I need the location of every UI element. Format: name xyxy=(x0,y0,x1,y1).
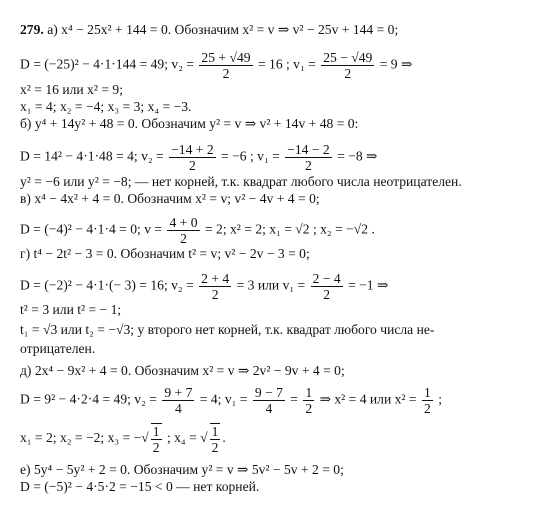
line-f-equation: е) 5y⁴ − 5y² + 2 = 0. Обозначим y² = v ⇒ 5v² − 5v + 2 = 0; xyxy=(20,462,344,477)
line-d-substitution: t² = 3 или t² = − 1; xyxy=(20,302,122,317)
fraction: $\frac{-14 + 2}{2}$ xyxy=(171,142,214,173)
fraction: $\frac{2 - 4}{2}$ xyxy=(312,271,341,302)
fraction: $\frac{9 + 7}{4}$ xyxy=(164,385,193,416)
line-a-roots: x₁ = 4; x₂ = −4; x₃ = 3; x₄ = −3. xyxy=(20,99,192,114)
line-b-conclusion: y² = −6 или y² = −8; — нет корней, т.к. квадрат любого числа неотрицателен. xyxy=(20,174,462,189)
line-f-discriminant: D = (−5)² − 4·5·2 = −15 < 0 — нет корней. xyxy=(20,479,260,494)
line-d-conclusion: отрицателен. xyxy=(20,341,96,356)
fraction: $\frac{9 - 7}{4}$ xyxy=(254,385,283,416)
line-d-equation: г) t⁴ − 2t² − 3 = 0. Обозначим t² = v; v² − 2v − 3 = 0; xyxy=(20,246,310,261)
fraction: $\frac{4 + 0}{2}$ xyxy=(169,215,198,246)
line-e-discriminant: D = 9² − 4·2·4 = 49; v₂ = $\frac{9 + 7}{4}$ = 4; v₁ = $\frac{9 - 7}{4}$ = $\frac{1}{2}$ ⇒ x² = 4 или x² = $\frac{1}{2}$ ; xyxy=(20,385,442,416)
problem-number: 279. xyxy=(20,22,44,37)
line-b-equation: б) y⁴ + 14y² + 48 = 0. Обозначим y² = v ⇒ v² + 14v + 48 = 0: xyxy=(20,116,359,131)
fraction: $\frac{2 + 4}{2}$ xyxy=(201,271,230,302)
line-a-substitution: x² = 16 или x² = 9; xyxy=(20,82,123,97)
line-c-discriminant: D = (−4)² − 4·1·4 = 0; v = $\frac{4 + 0}{2}$ = 2; x² = 2; x₁ = √2 ; x₂ = −√2 . xyxy=(20,215,375,246)
line-b-discriminant: D = 14² − 4·1·48 = 4; v₂ = $\frac{-14 + 2}{2}$ = −6 ; v₁ = $\frac{-14 - 2}{2}$ = −8 ⇒ xyxy=(20,142,378,173)
fraction: $\frac{1}{2}$ xyxy=(152,424,160,455)
line-e-roots: x₁ = 2; x₂ = −2; x₃ = −√ $\frac{1}{2}$ ; x₄ = √ $\frac{1}{2}$ . xyxy=(20,424,226,455)
line-d-roots: t₁ = √3 или t₂ = −√3; у второго нет корней, т.к. квадрат любого числа не- xyxy=(20,322,435,337)
fraction: $\frac{25 + √49}{2}$ xyxy=(201,50,251,81)
line-a-discriminant: D = (−25)² − 4·1·144 = 49; v₂ = $\frac{25 + √49}{2}$ = 16 ; v₁ = $\frac{25 - √49}{2}$ = 9 ⇒ xyxy=(20,50,413,81)
fraction: $\frac{1}{2}$ xyxy=(423,385,431,416)
line-a-equation: 279. а) x⁴ − 25x² + 144 = 0. Обозначим x² = v ⇒ v² − 25v + 144 = 0; xyxy=(20,22,399,37)
fraction: $\frac{-14 - 2}{2}$ xyxy=(287,142,330,173)
line-c-equation: в) x⁴ − 4x² + 4 = 0. Обозначим x² = v; v² − 4v + 4 = 0; xyxy=(20,191,320,206)
line-e-equation: д) 2x⁴ − 9x² + 4 = 0. Обозначим x² = v ⇒ 2v² − 9v + 4 = 0; xyxy=(20,363,345,378)
line-d-discriminant: D = (−2)² − 4·1·(− 3) = 16; v₂ = $\frac{2 + 4}{2}$ = 3 или v₁ = $\frac{2 - 4}{2}$ = −1 ⇒ xyxy=(20,271,389,302)
fraction: $\frac{25 - √49}{2}$ xyxy=(323,50,373,81)
fraction: $\frac{1}{2}$ xyxy=(211,424,219,455)
fraction: $\frac{1}{2}$ xyxy=(305,385,313,416)
